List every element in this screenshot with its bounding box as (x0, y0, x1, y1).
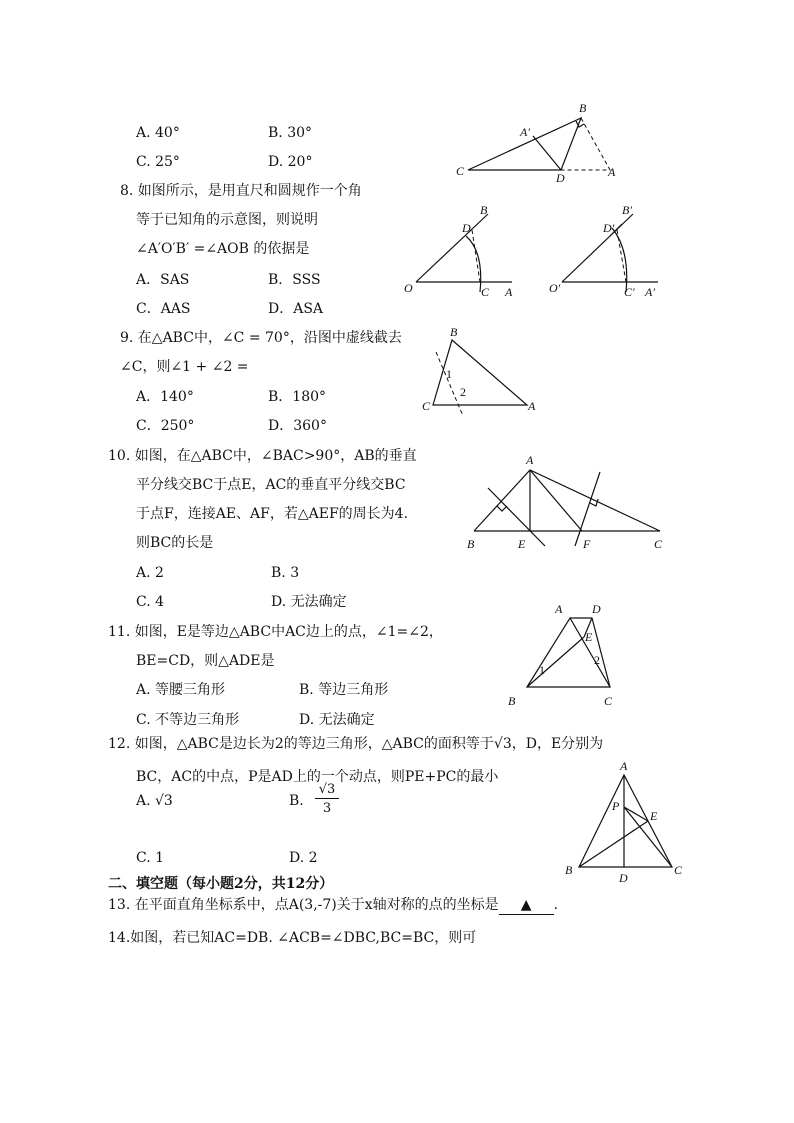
q11-option-a: A. 等腰三角形 (136, 682, 226, 698)
q12-option-b-denominator: 3 (322, 801, 332, 816)
q11-label-2: 2 (594, 653, 600, 667)
q9-label-c: C (422, 399, 431, 413)
q12-label-e: E (650, 809, 658, 823)
q11-label-e: E (585, 630, 593, 644)
q12-option-b-prefix: B. (289, 793, 304, 809)
q9-option-a: A．140° (136, 389, 194, 405)
q8-option-c: C．AAS (136, 301, 191, 317)
q11-label-b: B (508, 694, 516, 708)
q9-label-b: B (450, 325, 458, 339)
q12-option-b-numerator: √3 (315, 782, 339, 799)
q8-option-b: B．SSS (268, 272, 321, 288)
q7-option-b: B. 30° (268, 125, 313, 141)
q10-option-a: A. 2 (136, 565, 164, 581)
q10-stem-line4: 则BC的长是 (136, 535, 214, 551)
q11-stem-line1: 11. 如图，E是等边△ABC中AC边上的点，∠1=∠2， (108, 624, 443, 640)
q7-option-d: D. 20° (268, 154, 313, 170)
q10-stem-line3: 于点F，连接AE、AF，若△AEF的周长为4. (136, 506, 409, 522)
q11-option-b: B. 等边三角形 (299, 682, 389, 698)
q10-stem-line1: 10. 如图，在△ABC中，∠BAC>90°，AB的垂直 (108, 448, 417, 464)
q7-label-d: D (556, 171, 565, 185)
q9-label-2: 2 (460, 385, 466, 399)
q8-copy-label-a: A′ (645, 285, 655, 299)
q9-stem-line1: 9. 在△ABC中，∠C = 70°，沿图中虚线截去 (120, 330, 402, 346)
q12-segment-pc (624, 807, 672, 867)
q8-stem-line1: 8. 如图所示，是用直尺和圆规作一个角 (120, 183, 362, 199)
q9-stem-line2: ∠C，则∠1 + ∠2 = (120, 359, 249, 375)
q7-label-b: B (579, 101, 587, 115)
q8-label-d: D (462, 221, 471, 235)
q9-option-d: D．360° (268, 418, 327, 434)
q12-label-c: C (674, 863, 683, 877)
q8-copy-label-b: B′ (622, 203, 632, 217)
q8-stem-line2: 等于已知角的示意图，则说明 (136, 212, 318, 228)
q10-option-c: C. 4 (136, 594, 165, 610)
q13-text: 13. 在平面直角坐标系中，点A(3,-7)关于x轴对称的点的坐标是 (108, 897, 499, 913)
q7-label-c: C (456, 164, 465, 178)
q12-option-c: C. 1 (136, 850, 165, 866)
q11-label-d: D (592, 602, 601, 616)
q11-option-c: C. 不等边三角形 (136, 712, 240, 728)
q10-label-b: B (467, 537, 475, 551)
q10-label-a: A (526, 453, 534, 467)
q7-label-a: A (608, 165, 616, 179)
q14-text: 14.如图，若已知AC=DB. ∠ACB=∠DBC,BC=BC，则可 (108, 930, 477, 946)
q10-label-c: C (654, 537, 663, 551)
q10-label-e: E (518, 537, 526, 551)
q8-option-d: D．ASA (268, 301, 324, 317)
q11-label-1: 1 (539, 663, 545, 677)
q13-answer-blank[interactable]: ▲ (499, 896, 554, 915)
q12-label-b: B (565, 863, 573, 877)
q11-label-a: A (555, 602, 563, 616)
q10-option-b: B. 3 (271, 565, 300, 581)
q11-stem-line2: BE=CD，则△ADE是 (136, 653, 275, 669)
q10-stem-line2: 平分线交BC于点E，AC的垂直平分线交BC (136, 477, 406, 493)
section2-heading: 二、填空题（每小题2分，共12分） (108, 876, 334, 892)
q8-label-o: O (404, 281, 413, 295)
q8-copy-label-d: D′ (603, 221, 615, 235)
q8-copy-label-o: O′ (549, 281, 561, 295)
q7-label-a1: A′ (520, 125, 530, 139)
q13-end: . (553, 897, 559, 913)
q9-option-c: C．250° (136, 418, 195, 434)
q8-option-a: A．SAS (136, 272, 190, 288)
q12-label-a: A (620, 759, 628, 773)
q9-option-b: B．180° (268, 389, 327, 405)
q11-label-c: C (604, 694, 613, 708)
q7-option-a: A. 40° (136, 125, 180, 141)
q8-label-c: C (481, 285, 490, 299)
q9-label-a: A (528, 399, 536, 413)
q12-stem-line2: BC，AC的中点，P是AD上的一个动点，则PE+PC的最小 (136, 769, 499, 785)
q10-option-d: D. 无法确定 (271, 594, 347, 610)
q7-option-c: C. 25° (136, 154, 180, 170)
q12-triangle-abc (579, 775, 672, 867)
q12-segment-be (579, 821, 648, 867)
q12-option-a: A. √3 (136, 793, 173, 809)
q8-label-a: A (505, 285, 513, 299)
q12-stem-line1: 12. 如图，△ABC是边长为2的等边三角形，△ABC的面积等于√3，D，E分别为 (108, 736, 604, 752)
q8-label-b: B (480, 203, 488, 217)
q8-stem-line3: ∠A′O′B′ =∠AOB 的依据是 (136, 241, 310, 257)
q12-label-p: P (612, 799, 620, 813)
q8-copy-label-c: C′ (624, 285, 635, 299)
q11-option-d: D. 无法确定 (299, 712, 375, 728)
q12-option-d: D. 2 (289, 850, 318, 866)
q12-label-d: D (619, 871, 628, 885)
q13-line (108, 896, 558, 915)
q10-label-f: F (583, 537, 591, 551)
q9-label-1: 1 (446, 367, 452, 381)
